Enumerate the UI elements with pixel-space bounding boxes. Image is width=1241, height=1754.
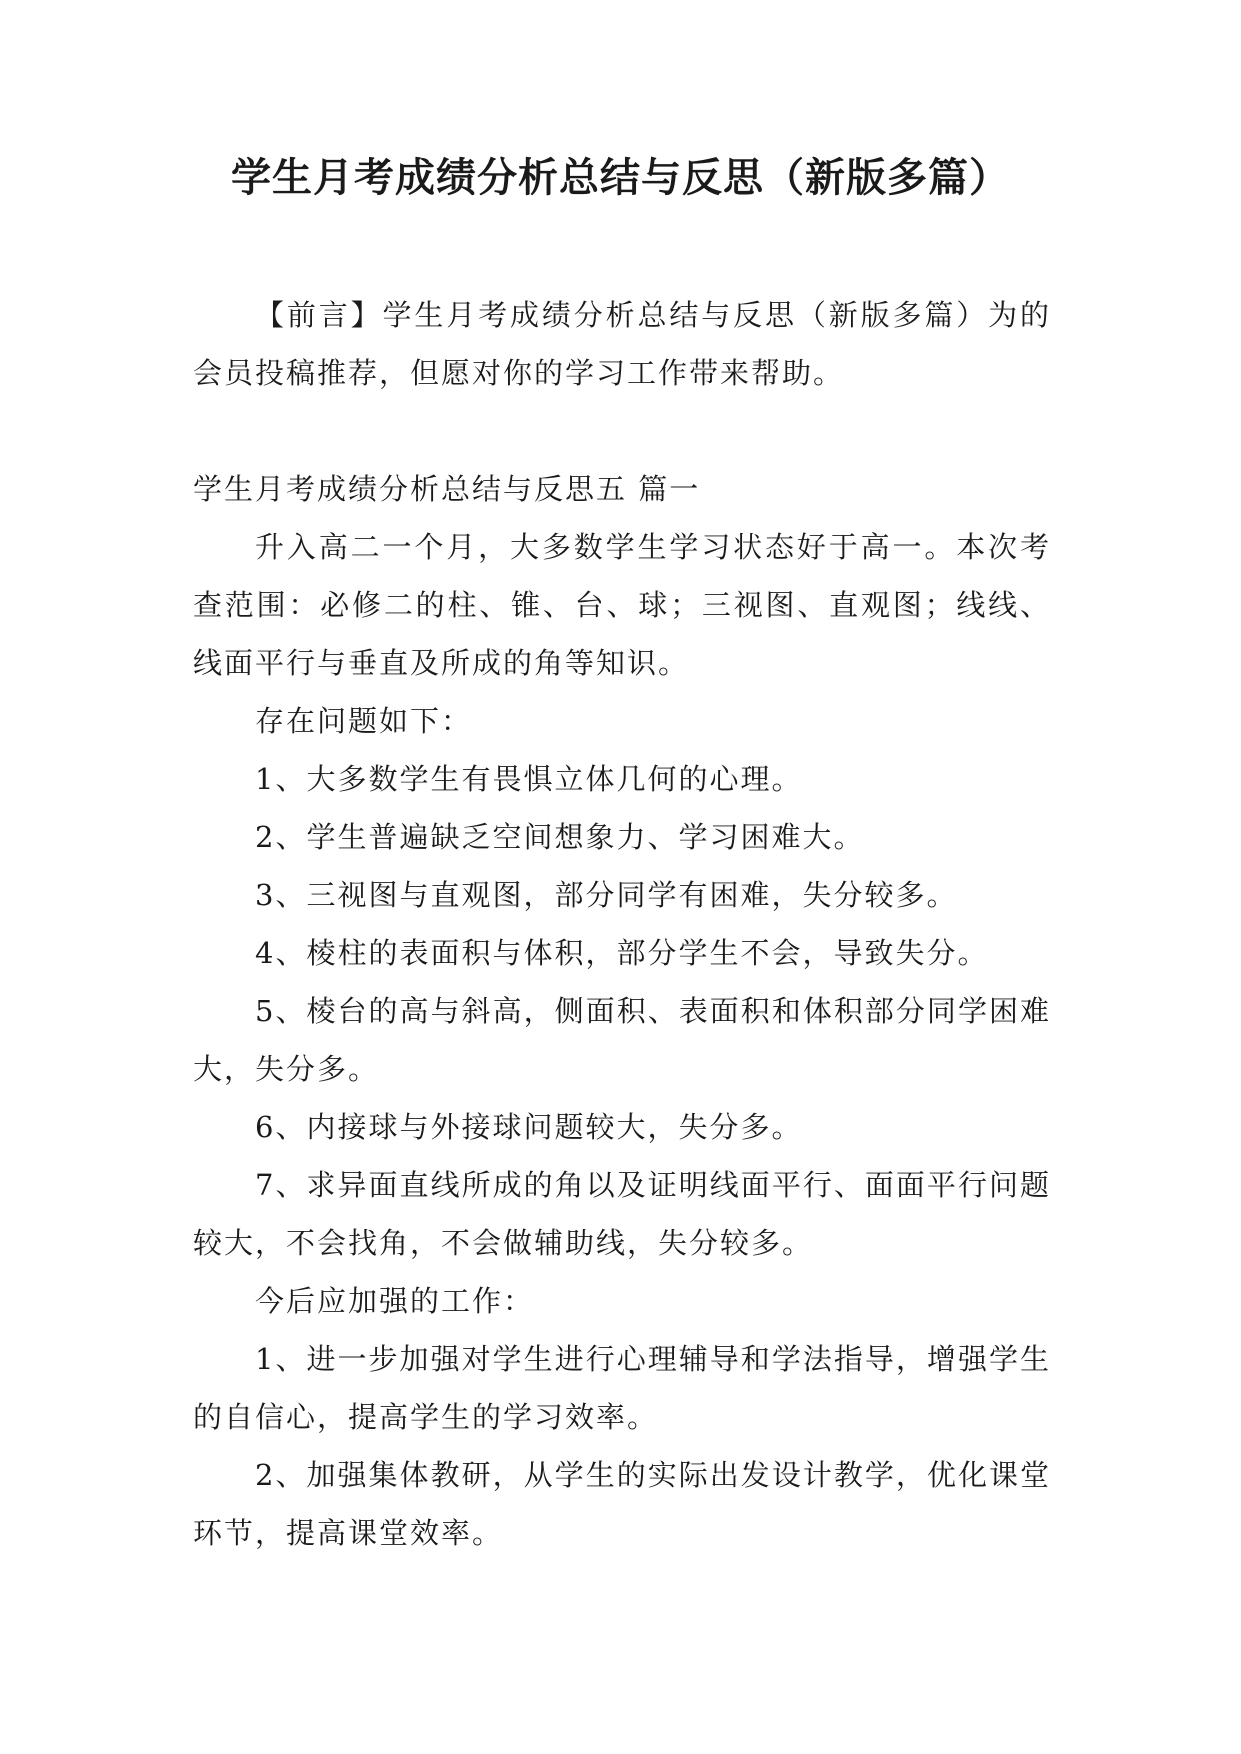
list-item: 3、三视图与直观图，部分同学有困难，失分较多。 xyxy=(255,878,958,912)
list-item: 1、大多数学生有畏惧立体几何的心理。 xyxy=(255,762,803,796)
list-item: 2、加强集体教研，从学生的实际出发设计教学，优化课堂环节，提高课堂效率。 xyxy=(193,1458,1051,1550)
list-item: 6、内接球与外接球问题较大，失分多。 xyxy=(255,1110,803,1144)
body-paragraph: 存在问题如下： xyxy=(255,704,473,738)
body-paragraph: 今后应加强的工作： xyxy=(255,1284,535,1318)
section-heading: 学生月考成绩分析总结与反思五 篇一 xyxy=(193,472,701,506)
list-item: 2、学生普遍缺乏空间想象力、学习困难大。 xyxy=(255,820,865,854)
preface-paragraph: 【前言】学生月考成绩分析总结与反思（新版多篇）为的会员投稿推荐，但愿对你的学习工作带来帮助。 xyxy=(193,298,1051,390)
body-paragraph: 升入高二一个月，大多数学生学习状态好于高一。本次考查范围：必修二的柱、锥、台、球；三视图、直观图；线线、线面平行与垂直及所成的角等知识。 xyxy=(193,530,1051,680)
document-title: 学生月考成绩分析总结与反思（新版多篇） xyxy=(231,155,1010,201)
list-item: 1、进一步加强对学生进行心理辅导和学法指导，增强学生的自信心，提高学生的学习效率。 xyxy=(193,1342,1051,1434)
list-item: 4、棱柱的表面积与体积，部分学生不会，导致失分。 xyxy=(255,936,989,970)
list-item: 7、求异面直线所成的角以及证明线面平行、面面平行问题较大，不会找角，不会做辅助线，失分较多。 xyxy=(193,1168,1051,1260)
list-item: 5、棱台的高与斜高，侧面积、表面积和体积部分同学困难大，失分多。 xyxy=(193,994,1051,1086)
section-content xyxy=(193,518,1051,1562)
